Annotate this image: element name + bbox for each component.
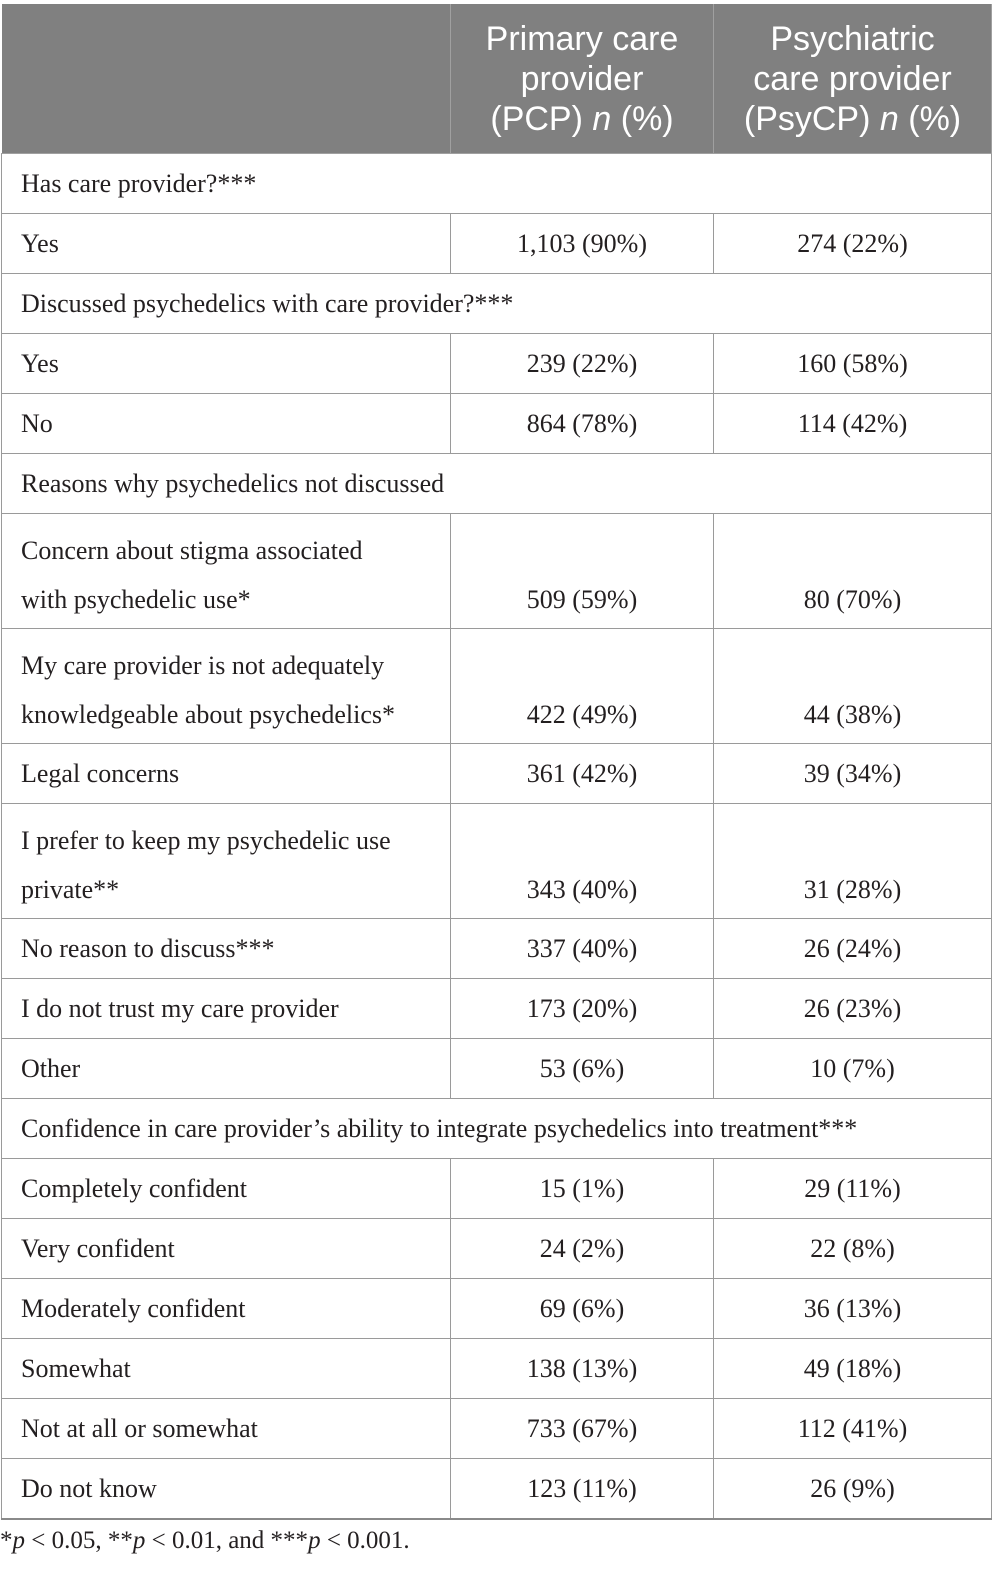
- psycp-value: 49 (18%): [714, 1339, 992, 1399]
- psycp-value: 39 (34%): [714, 744, 992, 804]
- row-label: No reason to discuss***: [2, 919, 451, 979]
- footnote-t2: < 0.01, and ***: [145, 1527, 309, 1554]
- psycp-value: 22 (8%): [714, 1219, 992, 1279]
- table-row: [2, 1219, 992, 1279]
- row-label: No: [2, 394, 451, 454]
- table-row: [2, 804, 992, 919]
- psycp-value: 10 (7%): [714, 1039, 992, 1099]
- row-label: Other: [2, 1039, 451, 1099]
- header-blank-cell: [2, 4, 451, 154]
- footnote-lead: *: [0, 1527, 13, 1554]
- section-row: [2, 274, 992, 334]
- header-pcp-line3b: (%): [611, 99, 674, 138]
- psycp-value: 26 (9%): [714, 1459, 992, 1520]
- header-pcp-line1: Primary care: [485, 19, 679, 58]
- table-row: [2, 1159, 992, 1219]
- row-label: Very confident: [2, 1219, 451, 1279]
- table-footnote: [0, 1527, 410, 1555]
- header-pcp-line3a: (PCP): [490, 99, 593, 138]
- psycp-value: 36 (13%): [714, 1279, 992, 1339]
- pcp-value: 733 (67%): [451, 1399, 714, 1459]
- table-row: [2, 979, 992, 1039]
- pcp-value: 69 (6%): [451, 1279, 714, 1339]
- table-row: [2, 394, 992, 454]
- results-table: [1, 4, 992, 1520]
- pcp-value: 361 (42%): [451, 744, 714, 804]
- table-row: [2, 1339, 992, 1399]
- psycp-value: 274 (22%): [714, 214, 992, 274]
- pcp-value: 138 (13%): [451, 1339, 714, 1399]
- row-label-line1: Concern about stigma associated: [21, 536, 363, 565]
- psycp-value: 26 (23%): [714, 979, 992, 1039]
- header-psycp-line1: Psychiatric: [770, 19, 935, 58]
- header-pcp-n: n: [592, 99, 612, 138]
- table-row: [2, 1399, 992, 1459]
- footnote-p1: p: [12, 1527, 25, 1554]
- row-label: Legal concerns: [2, 744, 451, 804]
- pcp-value: 53 (6%): [451, 1039, 714, 1099]
- header-psycp: [714, 4, 992, 154]
- row-label: Completely confident: [2, 1159, 451, 1219]
- footnote-p2: p: [132, 1527, 146, 1554]
- pcp-value: 337 (40%): [451, 919, 714, 979]
- table-row: [2, 1279, 992, 1339]
- section-label: Discussed psychedelics with care provider?***: [2, 274, 992, 334]
- section-label: Reasons why psychedelics not discussed: [2, 454, 992, 514]
- row-label: Not at all or somewhat: [2, 1399, 451, 1459]
- row-label-line2: knowledgeable about psychedelics*: [21, 700, 395, 729]
- footnote-t3: < 0.001.: [320, 1527, 410, 1554]
- header-psycp-line3b: (%): [898, 99, 962, 138]
- table-row: [2, 1039, 992, 1099]
- header-pcp: [451, 4, 714, 154]
- pcp-value: 239 (22%): [451, 334, 714, 394]
- psycp-value: 112 (41%): [714, 1399, 992, 1459]
- header-pcp-line2: provider: [520, 59, 644, 98]
- row-label: Yes: [2, 334, 451, 394]
- table-row: [2, 744, 992, 804]
- pcp-value: 422 (49%): [451, 629, 714, 744]
- table-row: [2, 514, 992, 629]
- row-label: [2, 629, 451, 744]
- pcp-value: 509 (59%): [451, 514, 714, 629]
- section-row: [2, 454, 992, 514]
- psycp-value: 31 (28%): [714, 804, 992, 919]
- pcp-value: 1,103 (90%): [451, 214, 714, 274]
- header-row: [2, 4, 992, 154]
- psycp-value: 160 (58%): [714, 334, 992, 394]
- section-row: [2, 154, 992, 214]
- pcp-value: 15 (1%): [451, 1159, 714, 1219]
- psycp-value: 26 (24%): [714, 919, 992, 979]
- section-label: Has care provider?***: [2, 154, 992, 214]
- table-row: [2, 629, 992, 744]
- row-label: Moderately confident: [2, 1279, 451, 1339]
- table-row: [2, 334, 992, 394]
- table-row: [2, 919, 992, 979]
- row-label: Do not know: [2, 1459, 451, 1520]
- row-label-line1: My care provider is not adequately: [21, 651, 385, 680]
- row-label: I do not trust my care provider: [2, 979, 451, 1039]
- psycp-value: 44 (38%): [714, 629, 992, 744]
- section-label: Confidence in care provider’s ability to integrate psychedelics into treatment***: [2, 1099, 992, 1159]
- header-psycp-line2: care provider: [753, 59, 952, 98]
- pcp-value: 343 (40%): [451, 804, 714, 919]
- header-psycp-line3a: (PsyCP): [743, 99, 880, 138]
- psycp-value: 29 (11%): [714, 1159, 992, 1219]
- pcp-value: 123 (11%): [451, 1459, 714, 1520]
- table-row: [2, 1459, 992, 1520]
- pcp-value: 173 (20%): [451, 979, 714, 1039]
- row-label: Yes: [2, 214, 451, 274]
- row-label-line1: I prefer to keep my psychedelic use: [21, 826, 391, 855]
- row-label: [2, 514, 451, 629]
- pcp-value: 24 (2%): [451, 1219, 714, 1279]
- header-psycp-n: n: [879, 99, 899, 138]
- row-label: Somewhat: [2, 1339, 451, 1399]
- footnote-t1: < 0.05, **: [25, 1527, 133, 1554]
- pcp-value: 864 (78%): [451, 394, 714, 454]
- psycp-value: 114 (42%): [714, 394, 992, 454]
- row-label-line2: private**: [21, 875, 120, 904]
- psycp-value: 80 (70%): [714, 514, 992, 629]
- table-row: [2, 214, 992, 274]
- row-label-line2: with psychedelic use*: [21, 585, 251, 614]
- section-row: [2, 1099, 992, 1159]
- footnote-p3: p: [308, 1527, 321, 1554]
- row-label: [2, 804, 451, 919]
